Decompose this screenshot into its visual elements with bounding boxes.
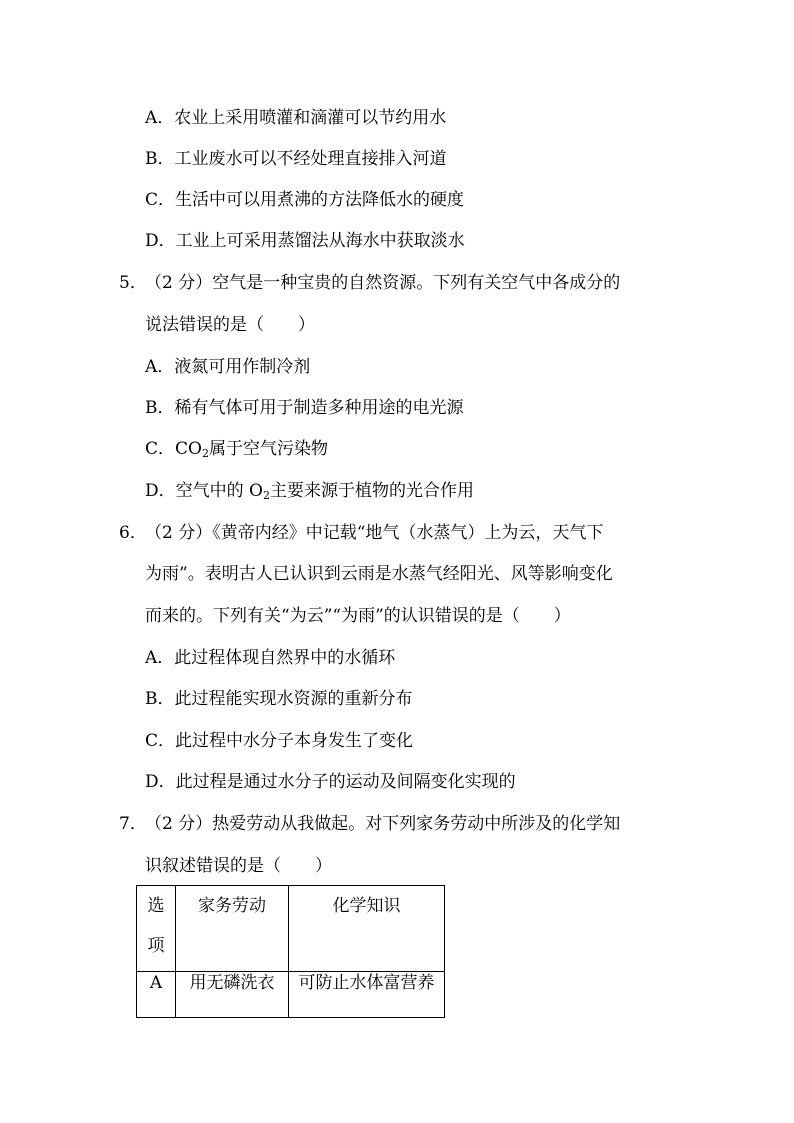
q6-number: 6． bbox=[119, 523, 147, 543]
q7-table-header-option bbox=[137, 886, 176, 972]
q7-table-header-option-line1: 选 bbox=[147, 896, 165, 916]
q5-option-d-prefix: D．空气中的 O bbox=[145, 481, 263, 501]
q5-option-d-subscript: 2 bbox=[262, 489, 270, 502]
q7-table-header-option-line2: 项 bbox=[147, 936, 165, 956]
table-row bbox=[137, 972, 445, 1018]
q4-option-a: A．农业上采用喷灌和滴灌可以节约用水 bbox=[145, 108, 447, 128]
q7-stem-line1: （2 分）热爱劳动从我做起。对下列家务劳动中所涉及的化学知 bbox=[145, 814, 621, 834]
q6-option-b: B．此过程能实现水资源的重新分布 bbox=[145, 689, 413, 709]
q6-stem-line2: 为雨”。表明古人已认识到云雨是水蒸气经阳光、风等影响变化 bbox=[145, 564, 613, 584]
q7-table-cell-chore: 用无磷洗衣 bbox=[176, 972, 289, 1018]
q5-option-c-subscript: 2 bbox=[201, 447, 209, 460]
q5-option-d bbox=[145, 480, 474, 502]
q6-stem-line3: 而来的。下列有关“为云”“为雨”的认识错误的是（ ） bbox=[145, 606, 571, 626]
q6-option-a: A．此过程体现自然界中的水循环 bbox=[145, 648, 396, 668]
q4-option-d: D．工业上可采用蒸馏法从海水中获取淡水 bbox=[145, 231, 465, 251]
q5-option-c-suffix: 属于空气污染物 bbox=[208, 439, 328, 459]
q5-stem-line2: 说法错误的是（ ） bbox=[145, 315, 315, 335]
q5-stem-line1: （2 分）空气是一种宝贵的自然资源。下列有关空气中各成分的 bbox=[145, 273, 621, 293]
q6-option-d: D．此过程是通过水分子的运动及间隔变化实现的 bbox=[145, 772, 516, 792]
q6-option-c: C．此过程中水分子本身发生了变化 bbox=[145, 731, 414, 751]
q5-option-b: B．稀有气体可用于制造多种用途的电光源 bbox=[145, 398, 464, 418]
q7-table-cell-knowledge: 可防止水体富营养 bbox=[289, 972, 445, 1018]
q6-stem-line1: （2 分）《黄帝内经》中记载“地气（水蒸气）上为云，天气下 bbox=[145, 523, 604, 543]
q7-table-header-row bbox=[137, 886, 445, 972]
q5-option-c-prefix: C．CO bbox=[145, 439, 202, 459]
q7-number: 7． bbox=[119, 814, 147, 834]
q7-table bbox=[136, 885, 445, 1018]
q7-table-cell-option: A bbox=[137, 972, 176, 1018]
q4-option-b: B．工业废水可以不经处理直接排入河道 bbox=[145, 149, 447, 169]
q7-stem-line2: 识叙述错误的是（ ） bbox=[145, 856, 332, 876]
q7-table-header-knowledge: 化学知识 bbox=[289, 886, 445, 972]
q5-option-a: A．液氮可用作制冷剂 bbox=[145, 357, 311, 377]
q5-option-c bbox=[145, 438, 328, 460]
q4-option-c: C．生活中可以用煮沸的方法降低水的硬度 bbox=[145, 190, 465, 210]
q5-option-d-suffix: 主要来源于植物的光合作用 bbox=[269, 481, 474, 501]
q7-table-header-chore: 家务劳动 bbox=[176, 886, 289, 972]
q5-number: 5． bbox=[119, 273, 147, 293]
